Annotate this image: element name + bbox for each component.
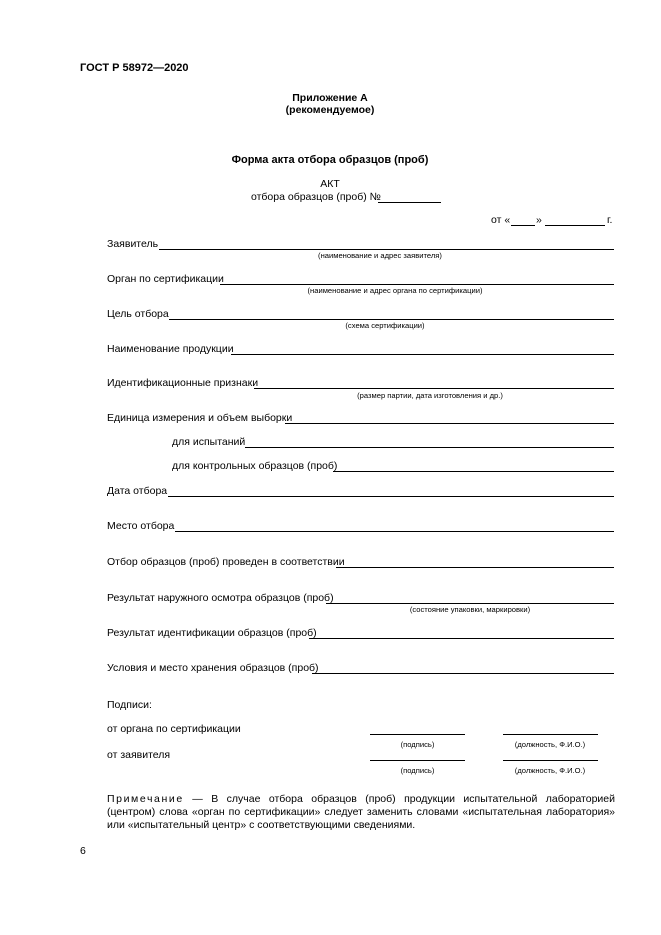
signatures-title: Подписи: — [107, 699, 152, 711]
inspection-label: Результат наружного осмотра образцов (проб) — [107, 592, 334, 604]
purpose-line[interactable] — [169, 319, 614, 320]
unit-line[interactable] — [285, 423, 614, 424]
cert-body-hint: (наименование и адрес органа по сертификации) — [307, 286, 483, 295]
signature-position-hint-1: (должность, Ф.И.О.) — [514, 740, 586, 749]
sample-date-label: Дата отбора — [107, 485, 168, 497]
identification-label: Идентификационные признаки — [107, 377, 259, 389]
product-label: Наименование продукции — [107, 343, 234, 355]
note — [107, 793, 615, 832]
date-quote-close: » — [536, 214, 542, 226]
standard-number: ГОСТ Р 58972—2020 — [80, 62, 189, 74]
date-year-label: г. — [607, 214, 613, 226]
purpose-hint: (схема сертификации) — [345, 321, 425, 330]
signature-cert-body-position-line[interactable] — [503, 734, 598, 735]
for-tests-line[interactable] — [245, 447, 614, 448]
inspection-hint: (состояние упаковки, маркировки) — [409, 605, 531, 614]
cert-body-label: Орган по сертификации — [107, 273, 224, 285]
ident-result-label: Результат идентификации образцов (проб) — [107, 627, 317, 639]
ident-result-line[interactable] — [309, 638, 614, 639]
sample-date-line[interactable] — [168, 496, 614, 497]
according-line[interactable] — [336, 567, 614, 568]
date-from-label: от « — [491, 214, 511, 226]
note-text: — В случае отбора образцов (проб) продукции испытательной лабораторией (центром) слова «орган по сертификации» следует заменить словами «испытательная лаборатория» или «испытательный центр» с соответствующими сведениями. — [107, 793, 615, 831]
signature-sign-hint-2: (подпись) — [400, 766, 435, 775]
sample-place-line[interactable] — [175, 531, 614, 532]
signature-applicant-sign-line[interactable] — [370, 760, 465, 761]
signature-sign-hint-1: (подпись) — [400, 740, 435, 749]
according-label: Отбор образцов (проб) проведен в соответствии — [107, 556, 345, 568]
for-control-label: для контрольных образцов (проб) — [172, 460, 338, 472]
identification-line[interactable] — [254, 388, 614, 389]
purpose-label: Цель отбора — [107, 308, 169, 320]
cert-body-line[interactable] — [220, 284, 614, 285]
product-line[interactable] — [231, 354, 614, 355]
sample-place-label: Место отбора — [107, 520, 175, 532]
identification-hint: (размер партии, дата изготовления и др.) — [357, 391, 503, 400]
signature-cert-body-sign-line[interactable] — [370, 734, 465, 735]
act-title: АКТ — [320, 178, 340, 190]
storage-label: Условия и место хранения образцов (проб) — [107, 662, 319, 674]
storage-line[interactable] — [312, 673, 614, 674]
note-prefix: Примечание — [107, 793, 184, 805]
form-title: Форма акта отбора образцов (проб) — [231, 154, 429, 166]
applicant-line[interactable] — [159, 249, 614, 250]
date-month-line[interactable] — [545, 225, 605, 226]
appendix-title: Приложение А — [292, 92, 368, 104]
page-number: 6 — [80, 845, 86, 857]
signature-cert-body-label: от органа по сертификации — [107, 723, 241, 735]
applicant-label: Заявитель — [107, 238, 159, 250]
for-control-line[interactable] — [333, 471, 614, 472]
act-number-line[interactable] — [378, 202, 441, 203]
signature-applicant-position-line[interactable] — [503, 760, 598, 761]
inspection-line[interactable] — [326, 603, 614, 604]
date-day-line[interactable] — [511, 225, 535, 226]
signature-applicant-label: от заявителя — [107, 749, 171, 761]
appendix-subtitle: (рекомендуемое) — [285, 104, 375, 116]
applicant-hint: (наименование и адрес заявителя) — [318, 251, 442, 260]
for-tests-label: для испытаний — [172, 436, 246, 448]
signature-position-hint-2: (должность, Ф.И.О.) — [514, 766, 586, 775]
unit-label: Единица измерения и объем выборки — [107, 412, 293, 424]
act-subtitle: отбора образцов (проб) № — [251, 191, 381, 203]
